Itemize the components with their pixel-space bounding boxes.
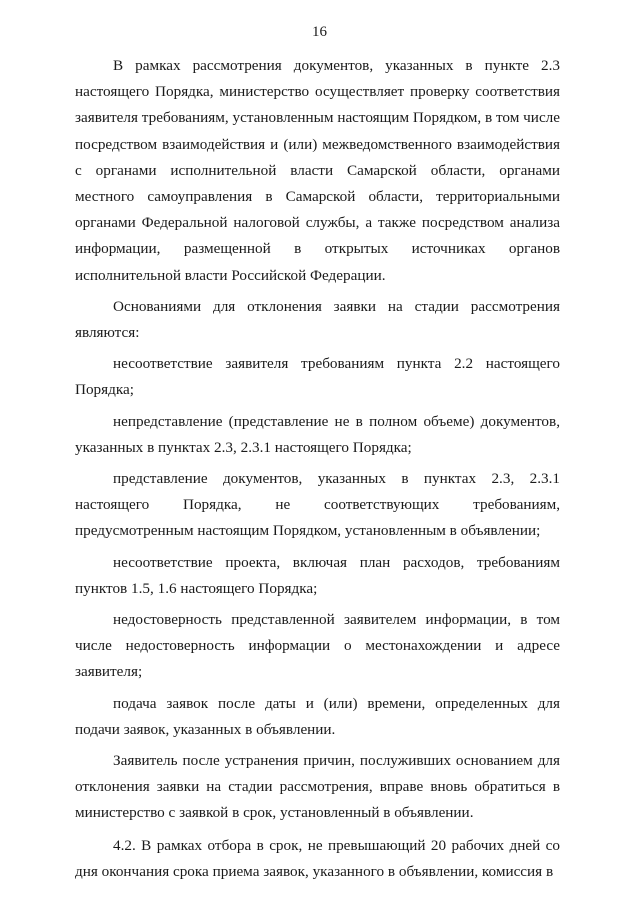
paragraph-reapplication: Заявитель после устранения причин, послуживших основанием для отклонения заявки на стадии рассмотрения, вправе вновь обратиться в министерство с заявкой в срок, установленный в объявлении.: [75, 752, 560, 822]
paragraph-ground-late-submission: подача заявок после даты и (или) времени, определенных для подачи заявок, указанных в объявлении.: [75, 694, 560, 738]
paragraph-ground-invalid-documents: представление документов, указанных в пунктах 2.3, 2.3.1 настоящего Порядка, не соответствующих требованиям, предусмотренным настоящим Порядком, установленным в объявлении;: [75, 470, 560, 540]
paragraph-ground-false-information: недостоверность представленной заявителем информации, в том числе недостоверность информации о местонахождении и адресе заявителя;: [75, 611, 560, 681]
paragraph-verification: В рамках рассмотрения документов, указанных в пункте 2.3 настоящего Порядка, министерство осуществляет проверку соответствия заявителя требованиям, установленным настоящим Порядком, в том числе посредством взаимодействия и (или) межведомственного взаимодействия с органами исполнительной власти Самарской области, органами местного самоуправления в Самарской области, территориальными органами Федеральной налоговой службы, а также посредством анализа информации, размещенной в открытых источниках органов исполнительной власти Российской Федерации.: [75, 57, 560, 284]
paragraph-ground-noncompliance: несоответствие заявителя требованиям пункта 2.2 настоящего Порядка;: [75, 355, 560, 399]
paragraph-ground-project-mismatch: несоответствие проекта, включая план расходов, требованиям пунктов 1.5, 1.6 настоящего Порядка;: [75, 553, 560, 597]
paragraph-rejection-grounds: Основаниями для отклонения заявки на стадии рассмотрения являются:: [75, 297, 560, 342]
page-number: 16: [312, 24, 327, 40]
paragraph-section-4-2: 4.2. В рамках отбора в срок, не превышающий 20 рабочих дней со дня окончания срока приема заявок, указанного в объявлении, комиссия в: [75, 836, 560, 880]
paragraph-ground-missing-documents: непредставление (представление не в полном объеме) документов, указанных в пунктах 2.3, 2.3.1 настоящего Порядка;: [75, 412, 560, 456]
document-body: [75, 53, 560, 890]
